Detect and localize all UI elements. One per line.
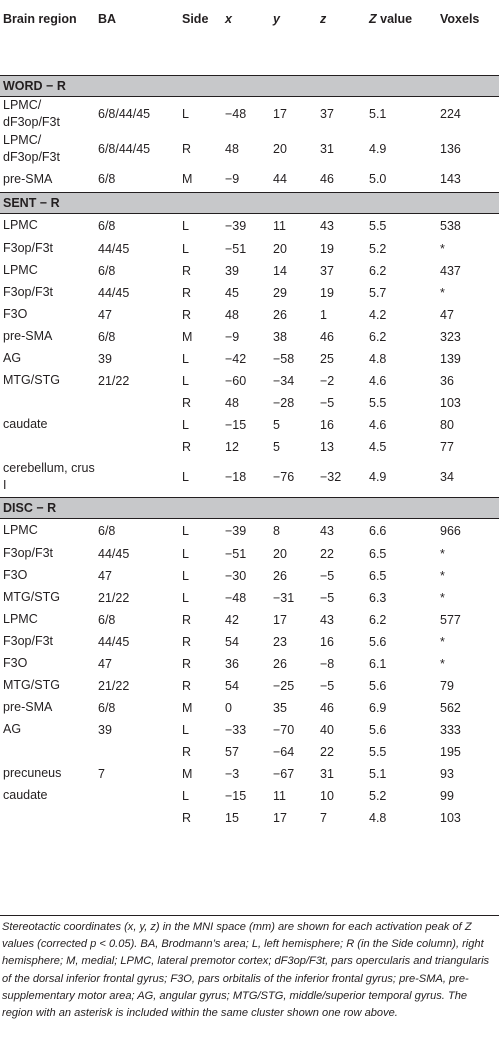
- voxels-cell: 34: [440, 470, 454, 485]
- ba-cell: 47: [98, 568, 112, 583]
- y-cell: 26: [273, 568, 287, 583]
- table-row: [0, 97, 499, 132]
- region-cell: LPMC/ dF3op/F3t: [3, 133, 60, 164]
- col-z: z: [320, 12, 327, 26]
- region-cell: caudate: [3, 788, 48, 802]
- z-value-cell: 5.6: [369, 722, 387, 737]
- section-header-row: [0, 498, 499, 519]
- y-cell: 17: [273, 612, 287, 627]
- y-cell: 17: [273, 810, 287, 825]
- x-cell: 48: [225, 395, 239, 410]
- voxels-cell: 136: [440, 142, 461, 156]
- ba-cell: 6/8/44/45: [98, 142, 151, 156]
- table-row: [0, 719, 499, 741]
- voxels-cell: *: [440, 568, 445, 583]
- z-value-cell: 4.5: [369, 439, 387, 454]
- z-value-cell: 6.1: [369, 656, 387, 671]
- side-cell: L: [182, 218, 189, 233]
- y-cell: 26: [273, 656, 287, 671]
- table-header: [0, 0, 499, 76]
- z-value-cell: 5.2: [369, 241, 387, 256]
- col-y: y: [273, 12, 280, 26]
- z-cell: 22: [320, 744, 334, 759]
- table-row: [0, 697, 499, 719]
- table-row: [0, 458, 499, 498]
- z-value-cell: 5.6: [369, 634, 387, 649]
- y-cell: −64: [273, 744, 295, 759]
- ba-cell: 6/8: [98, 612, 116, 627]
- voxels-cell: 577: [440, 612, 461, 627]
- voxels-cell: *: [440, 590, 445, 605]
- voxels-cell: 77: [440, 439, 454, 454]
- voxels-cell: *: [440, 546, 445, 561]
- region-cell: F3op/F3t: [3, 285, 54, 299]
- z-cell: 1: [320, 307, 327, 322]
- col-z-value-label: Z: [369, 12, 377, 26]
- x-cell: 54: [225, 634, 239, 649]
- z-value-cell: 5.5: [369, 218, 387, 233]
- side-cell: L: [182, 788, 189, 803]
- voxels-cell: 47: [440, 307, 454, 322]
- table-row: [0, 565, 499, 587]
- z-cell: 31: [320, 142, 334, 156]
- side-cell: L: [182, 373, 189, 388]
- x-cell: −51: [225, 241, 247, 256]
- x-cell: 48: [225, 307, 239, 322]
- side-cell: R: [182, 810, 192, 825]
- voxels-cell: 224: [440, 107, 461, 122]
- voxels-cell: *: [440, 241, 445, 256]
- side-cell: M: [182, 172, 193, 187]
- region-cell: LPMC: [3, 612, 38, 626]
- x-cell: 45: [225, 285, 239, 300]
- table-row: [0, 587, 499, 609]
- side-cell: L: [182, 523, 189, 538]
- y-cell: 5: [273, 417, 280, 432]
- x-cell: 0: [225, 700, 232, 715]
- region-cell: F3O: [3, 656, 28, 670]
- region-cell: [0, 807, 95, 829]
- z-value-cell: 4.6: [369, 417, 387, 432]
- z-value-cell: 6.2: [369, 329, 387, 344]
- region-cell: F3O: [3, 307, 28, 321]
- region-cell: LPMC: [3, 218, 38, 233]
- ba-cell: 47: [98, 656, 112, 671]
- x-cell: −60: [225, 373, 247, 388]
- x-cell: −9: [225, 329, 240, 344]
- table-row: [0, 653, 499, 675]
- z-value-cell: 4.9: [369, 142, 387, 156]
- voxels-cell: 99: [440, 788, 454, 803]
- y-cell: −67: [273, 766, 295, 781]
- table-row: [0, 392, 499, 414]
- z-value-cell: 6.5: [369, 568, 387, 583]
- z-cell: 46: [320, 700, 334, 715]
- section-header-row: [0, 193, 499, 214]
- voxels-cell: 93: [440, 766, 454, 781]
- table-row: [0, 675, 499, 697]
- voxels-cell: 143: [440, 172, 461, 187]
- side-cell: R: [182, 744, 192, 759]
- z-value-cell: 4.2: [369, 307, 387, 322]
- z-cell: −32: [320, 470, 342, 485]
- voxels-cell: 103: [440, 810, 461, 825]
- z-value-cell: 5.1: [369, 766, 387, 781]
- x-cell: −18: [225, 470, 247, 485]
- region-cell: AG: [3, 351, 22, 365]
- col-ba: BA: [98, 12, 117, 26]
- y-cell: 44: [273, 172, 287, 187]
- side-cell: L: [182, 107, 189, 122]
- z-cell: 43: [320, 612, 334, 627]
- table-row: [0, 370, 499, 392]
- side-cell: R: [182, 656, 192, 671]
- side-cell: R: [182, 678, 192, 693]
- table-body: [0, 76, 499, 829]
- z-cell: 46: [320, 172, 334, 187]
- z-value-cell: 4.6: [369, 373, 387, 388]
- region-cell: pre-SMA: [3, 329, 53, 343]
- col-brain-region: Brain region: [3, 12, 77, 26]
- region-cell: pre-SMA: [3, 171, 53, 186]
- ba-cell: 6/8: [98, 172, 116, 187]
- section-label: DISC − R: [0, 498, 499, 519]
- voxels-cell: 333: [440, 722, 461, 737]
- z-cell: 7: [320, 810, 327, 825]
- ba-cell: [95, 807, 179, 829]
- y-cell: −70: [273, 722, 295, 737]
- voxels-cell: 80: [440, 417, 454, 432]
- z-value-cell: 5.5: [369, 395, 387, 410]
- ba-cell: 21/22: [98, 590, 130, 605]
- voxels-cell: *: [440, 634, 445, 649]
- x-cell: −30: [225, 568, 247, 583]
- ba-cell: 44/45: [98, 241, 130, 256]
- side-cell: M: [182, 329, 193, 344]
- voxels-cell: 437: [440, 263, 461, 278]
- y-cell: 11: [273, 218, 286, 233]
- region-cell: F3op/F3t: [3, 634, 54, 648]
- ba-cell: 6/8: [98, 523, 116, 538]
- voxels-cell: 195: [440, 744, 461, 759]
- y-cell: −34: [273, 373, 295, 388]
- region-cell: LPMC: [3, 263, 38, 277]
- x-cell: −39: [225, 523, 247, 538]
- z-value-cell: 5.6: [369, 678, 387, 693]
- ba-cell: 6/8: [98, 329, 116, 344]
- z-value-cell: 6.5: [369, 546, 387, 561]
- ba-cell: [95, 436, 179, 458]
- z-cell: 16: [320, 417, 334, 432]
- ba-cell: 39: [98, 351, 112, 366]
- ba-cell: 6/8: [98, 263, 116, 278]
- z-cell: −5: [320, 395, 335, 410]
- voxels-cell: 538: [440, 218, 461, 233]
- table-footnote: Stereotactic coordinates (x, y, z) in the MNI space (mm) are shown for each activation peak of Z values (corrected p < 0.05). BA, Brodmann’s area; L, left hemisphere; R (in the Side column), right hemisphere; M, medial; LPMC, lateral premotor cortex; dF3op/F3t, pars opercularis and triangularis of the dorsal inferior frontal gyrus; F3O, pars orbitalis of the inferior frontal gyrus; pre-SMA, pre-supplementary motor area; AG, angular gyrus; MTG/STG, middle/superior temporal gyrus. The region with an asterisk is included within the same cluster shown one row above.: [0, 915, 499, 1022]
- table-row: [0, 741, 499, 763]
- table-row: [0, 763, 499, 785]
- section-header-row: [0, 76, 499, 97]
- x-cell: 48: [225, 142, 239, 156]
- z-cell: −8: [320, 656, 335, 671]
- x-cell: −33: [225, 722, 247, 737]
- table-row: [0, 304, 499, 326]
- region-cell: F3op/F3t: [3, 241, 54, 255]
- z-value-cell: 4.8: [369, 810, 387, 825]
- col-side: Side: [182, 12, 209, 26]
- region-cell: [0, 392, 95, 414]
- z-cell: −5: [320, 678, 335, 693]
- section-label: WORD − R: [0, 76, 499, 97]
- z-value-cell: 6.2: [369, 263, 387, 278]
- side-cell: L: [182, 546, 189, 561]
- voxels-cell: *: [440, 656, 445, 671]
- ba-cell: 44/45: [98, 634, 130, 649]
- z-value-cell: 5.7: [369, 285, 387, 300]
- y-cell: 11: [273, 788, 286, 803]
- voxels-cell: 103: [440, 395, 461, 410]
- y-cell: 14: [273, 263, 287, 278]
- region-cell: pre-SMA: [3, 700, 53, 714]
- x-cell: 57: [225, 744, 239, 759]
- ba-cell: 47: [98, 307, 112, 322]
- ba-cell: 21/22: [98, 373, 130, 388]
- z-cell: 37: [320, 107, 334, 122]
- region-cell: precuneus: [3, 766, 62, 780]
- col-voxels: Voxels: [440, 12, 480, 26]
- side-cell: R: [182, 263, 192, 278]
- z-cell: 19: [320, 241, 334, 256]
- table-row: [0, 167, 499, 193]
- z-cell: 22: [320, 546, 334, 561]
- col-z-value: Z value: [369, 12, 413, 26]
- x-cell: 39: [225, 263, 239, 278]
- z-cell: 37: [320, 263, 334, 278]
- y-cell: 26: [273, 307, 287, 322]
- y-cell: 8: [273, 523, 280, 538]
- region-cell: F3O: [3, 568, 28, 582]
- z-cell: 13: [320, 439, 334, 454]
- z-value-cell: 6.3: [369, 590, 387, 605]
- voxels-cell: 79: [440, 678, 454, 693]
- ba-cell: 6/8: [98, 218, 116, 233]
- side-cell: M: [182, 766, 193, 781]
- side-cell: R: [182, 307, 192, 322]
- y-cell: 20: [273, 546, 287, 561]
- ba-cell: [95, 785, 179, 807]
- x-cell: −51: [225, 546, 247, 561]
- table-row: [0, 543, 499, 565]
- side-cell: L: [182, 241, 189, 256]
- z-cell: 19: [320, 285, 334, 300]
- side-cell: R: [182, 634, 192, 649]
- y-cell: 17: [273, 107, 287, 122]
- y-cell: 23: [273, 634, 287, 649]
- ba-cell: 44/45: [98, 546, 130, 561]
- region-cell: LPMC/ dF3op/F3t: [3, 98, 60, 130]
- x-cell: −9: [225, 172, 240, 187]
- table-row: [0, 785, 499, 807]
- region-cell: AG: [3, 722, 22, 736]
- voxels-cell: 966: [440, 523, 461, 538]
- z-cell: −2: [320, 373, 335, 388]
- table-row: [0, 414, 499, 436]
- z-cell: 10: [320, 788, 334, 803]
- x-cell: −42: [225, 351, 247, 366]
- x-cell: −3: [225, 766, 240, 781]
- z-value-cell: 6.6: [369, 523, 387, 538]
- ba-cell: 39: [98, 722, 112, 737]
- y-cell: 20: [273, 241, 287, 256]
- y-cell: −28: [273, 395, 295, 410]
- z-value-cell: 5.5: [369, 744, 387, 759]
- table-row: [0, 260, 499, 282]
- y-cell: −76: [273, 470, 295, 485]
- x-cell: 36: [225, 656, 239, 671]
- z-value-cell: 5.1: [369, 107, 387, 122]
- y-cell: 20: [273, 142, 287, 156]
- side-cell: R: [182, 439, 192, 454]
- z-value-cell: 4.8: [369, 351, 387, 366]
- side-cell: L: [182, 568, 189, 583]
- side-cell: R: [182, 142, 192, 156]
- x-cell: −48: [225, 590, 247, 605]
- y-cell: −25: [273, 678, 295, 693]
- table-row: [0, 631, 499, 653]
- table-row: [0, 436, 499, 458]
- z-cell: 46: [320, 329, 334, 344]
- z-value-cell: 5.2: [369, 788, 387, 803]
- x-cell: 15: [225, 810, 239, 825]
- region-cell: MTG/STG: [3, 678, 60, 692]
- table-row: [0, 132, 499, 167]
- table-row: [0, 348, 499, 370]
- region-cell: MTG/STG: [3, 373, 60, 387]
- z-cell: 43: [320, 218, 334, 233]
- x-cell: 12: [225, 439, 239, 454]
- z-cell: 25: [320, 351, 334, 366]
- x-cell: −48: [225, 107, 247, 122]
- ba-cell: [95, 458, 179, 498]
- section-label: SENT − R: [0, 193, 499, 214]
- side-cell: L: [182, 590, 189, 605]
- z-cell: 16: [320, 634, 334, 649]
- side-cell: R: [182, 395, 192, 410]
- region-cell: F3op/F3t: [3, 546, 54, 560]
- voxels-cell: 323: [440, 329, 461, 344]
- voxels-cell: *: [440, 285, 445, 300]
- side-cell: L: [182, 722, 189, 737]
- x-cell: −39: [225, 218, 247, 233]
- region-cell: LPMC: [3, 523, 38, 538]
- y-cell: 29: [273, 285, 287, 300]
- region-cell: [0, 436, 95, 458]
- side-cell: L: [182, 470, 189, 485]
- ba-cell: 6/8/44/45: [98, 107, 151, 122]
- z-value-cell: 5.0: [369, 172, 387, 187]
- table-row: [0, 326, 499, 348]
- voxels-cell: 562: [440, 700, 461, 715]
- ba-cell: 44/45: [98, 285, 130, 300]
- region-cell: [0, 741, 95, 763]
- z-cell: −5: [320, 568, 335, 583]
- table-row: [0, 519, 499, 543]
- voxels-cell: 139: [440, 351, 461, 366]
- ba-cell: 6/8: [98, 700, 116, 715]
- x-cell: 42: [225, 612, 239, 627]
- z-value-cell: 4.9: [369, 470, 387, 485]
- ba-cell: [95, 414, 179, 436]
- table-row: [0, 807, 499, 829]
- table-row: [0, 609, 499, 631]
- z-value-cell: 6.2: [369, 612, 387, 627]
- table-row: [0, 282, 499, 304]
- region-cell: caudate: [3, 417, 48, 431]
- y-cell: −58: [273, 351, 295, 366]
- y-cell: 38: [273, 329, 287, 344]
- z-cell: 43: [320, 523, 334, 538]
- side-cell: R: [182, 285, 192, 300]
- y-cell: 35: [273, 700, 287, 715]
- region-cell: MTG/STG: [3, 590, 60, 604]
- x-cell: 54: [225, 678, 239, 693]
- side-cell: L: [182, 417, 189, 432]
- z-cell: 31: [320, 766, 334, 781]
- z-cell: −5: [320, 590, 335, 605]
- side-cell: R: [182, 612, 192, 627]
- side-cell: L: [182, 351, 189, 366]
- table-row: [0, 238, 499, 260]
- side-cell: M: [182, 700, 193, 715]
- x-cell: −15: [225, 417, 247, 432]
- z-value-cell: 6.9: [369, 700, 387, 715]
- ba-cell: 21/22: [98, 678, 130, 693]
- y-cell: −31: [273, 590, 295, 605]
- ba-cell: [95, 741, 179, 763]
- ba-cell: 7: [98, 766, 105, 781]
- ba-cell: [95, 392, 179, 414]
- voxels-cell: 36: [440, 373, 454, 388]
- y-cell: 5: [273, 439, 280, 454]
- region-cell: cerebellum, crus I: [3, 461, 95, 493]
- x-cell: −15: [225, 788, 247, 803]
- z-cell: 40: [320, 722, 334, 737]
- table-row: [0, 214, 499, 238]
- col-x: x: [225, 12, 232, 26]
